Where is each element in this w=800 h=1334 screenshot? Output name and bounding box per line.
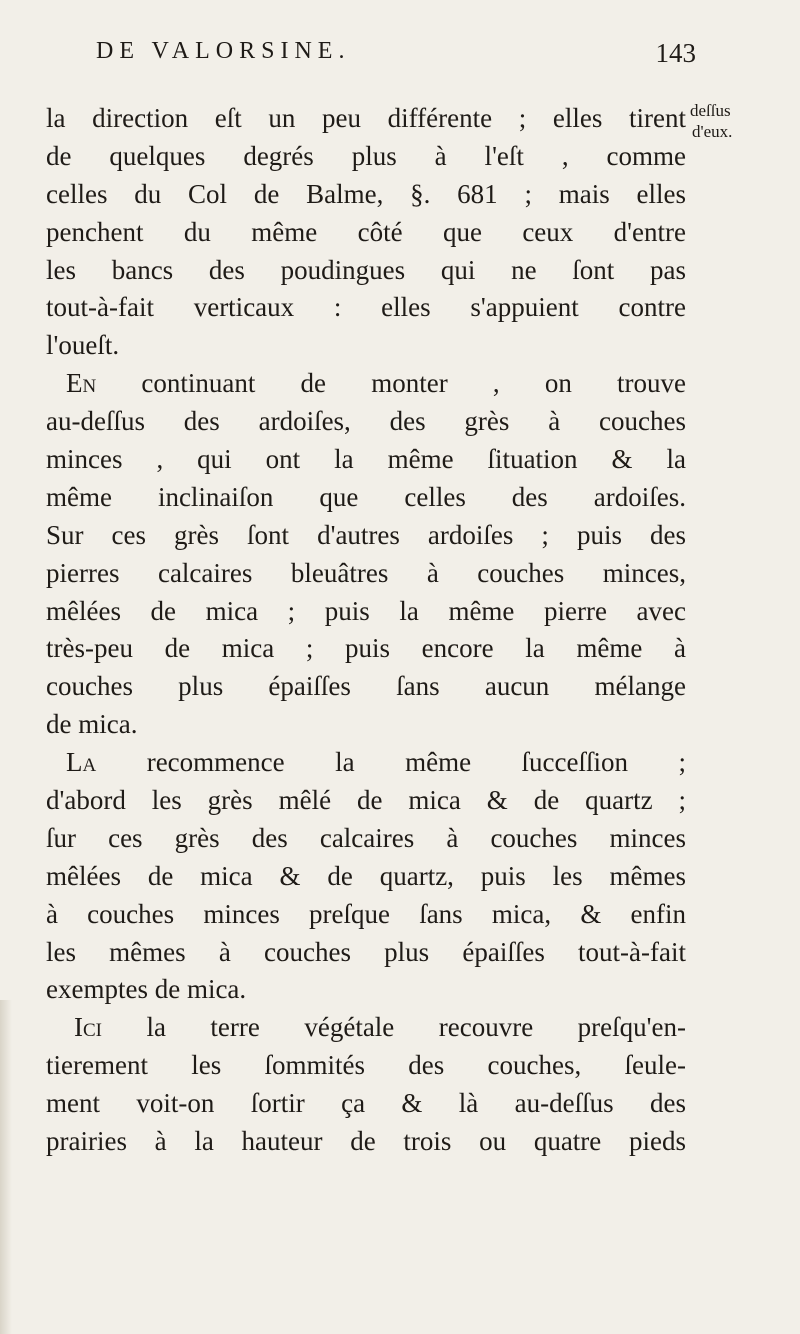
text-line-24: exemptes de mica.: [46, 974, 247, 1005]
text-line-12: Sur ces grès ſont d'autres ardoiſes ; puis des: [46, 519, 686, 550]
text-line-9: au-deſſus des ardoiſes, des grès à couches: [46, 406, 686, 437]
margin-note-line-1: deſſus: [690, 101, 731, 120]
text-line-3: celles du Col de Balme, §. 681 ; mais elles: [46, 178, 686, 209]
margin-note-line-2: d'eux.: [692, 122, 733, 141]
text-line-23: les mêmes à couches plus épaiſſes tout-à-fait: [46, 936, 686, 967]
text-line-1: la direction eſt un peu différente ; elles tirent: [46, 103, 686, 133]
body-text: [46, 100, 686, 1161]
text-line-16: couches plus épaiſſes ſans aucun mélange: [46, 671, 686, 702]
text-line-25: Ici la terre végétale recouvre preſqu'en-: [74, 1012, 686, 1043]
text-line-22: à couches minces preſque ſans mica, & enfin: [46, 898, 686, 929]
text-line-5: les bancs des poudingues qui ne ſont pas: [46, 254, 686, 285]
paragraph-initial-word: La: [66, 747, 97, 778]
text-line-27: ment voit-on ſortir ça & là au-deſſus des: [46, 1088, 686, 1119]
text-line-15: très-peu de mica ; puis encore la même à: [46, 633, 686, 664]
text-line-14: mêlées de mica ; puis la même pierre avec: [46, 595, 686, 626]
text-line-28: prairies à la hauteur de trois ou quatre pieds: [46, 1126, 686, 1157]
paragraph-initial-word: Ici: [74, 1012, 102, 1043]
page-edge-shadow: [0, 1000, 12, 1334]
running-title: DE VALORSINE.: [96, 38, 351, 64]
text-line-10: minces , qui ont la même ſituation & la: [46, 444, 686, 475]
text-line-13: pierres calcaires bleuâtres à couches minces,: [46, 557, 686, 588]
text-line-6: tout-à-fait verticaux : elles s'appuient contre: [46, 292, 686, 323]
text-line-17: de mica.: [46, 709, 138, 740]
text-line-20: ſur ces grès des calcaires à couches minces: [46, 822, 686, 853]
text-line-8: En continuant de monter , on trouve: [66, 368, 686, 399]
paragraph-initial-word: En: [66, 368, 97, 399]
margin-note: [690, 100, 732, 142]
text-line-2: de quelques degrés plus à l'eſt , comme: [46, 140, 686, 171]
text-line-21: mêlées de mica & de quartz, puis les mêmes: [46, 860, 686, 891]
text-line-18: La recommence la même ſucceſſion ;: [66, 747, 686, 778]
page-number: 143: [655, 38, 696, 68]
running-head: [96, 36, 696, 80]
text-line-4: penchent du même côté que ceux d'entre: [46, 216, 686, 247]
text-line-11: même inclinaiſon que celles des ardoiſes.: [46, 481, 686, 512]
text-line-7: l'oueſt.: [46, 330, 120, 361]
text-line-19: d'abord les grès mêlé de mica & de quartz ;: [46, 785, 686, 816]
text-line-26: tierement les ſommités des couches, ſeule-: [46, 1050, 686, 1081]
